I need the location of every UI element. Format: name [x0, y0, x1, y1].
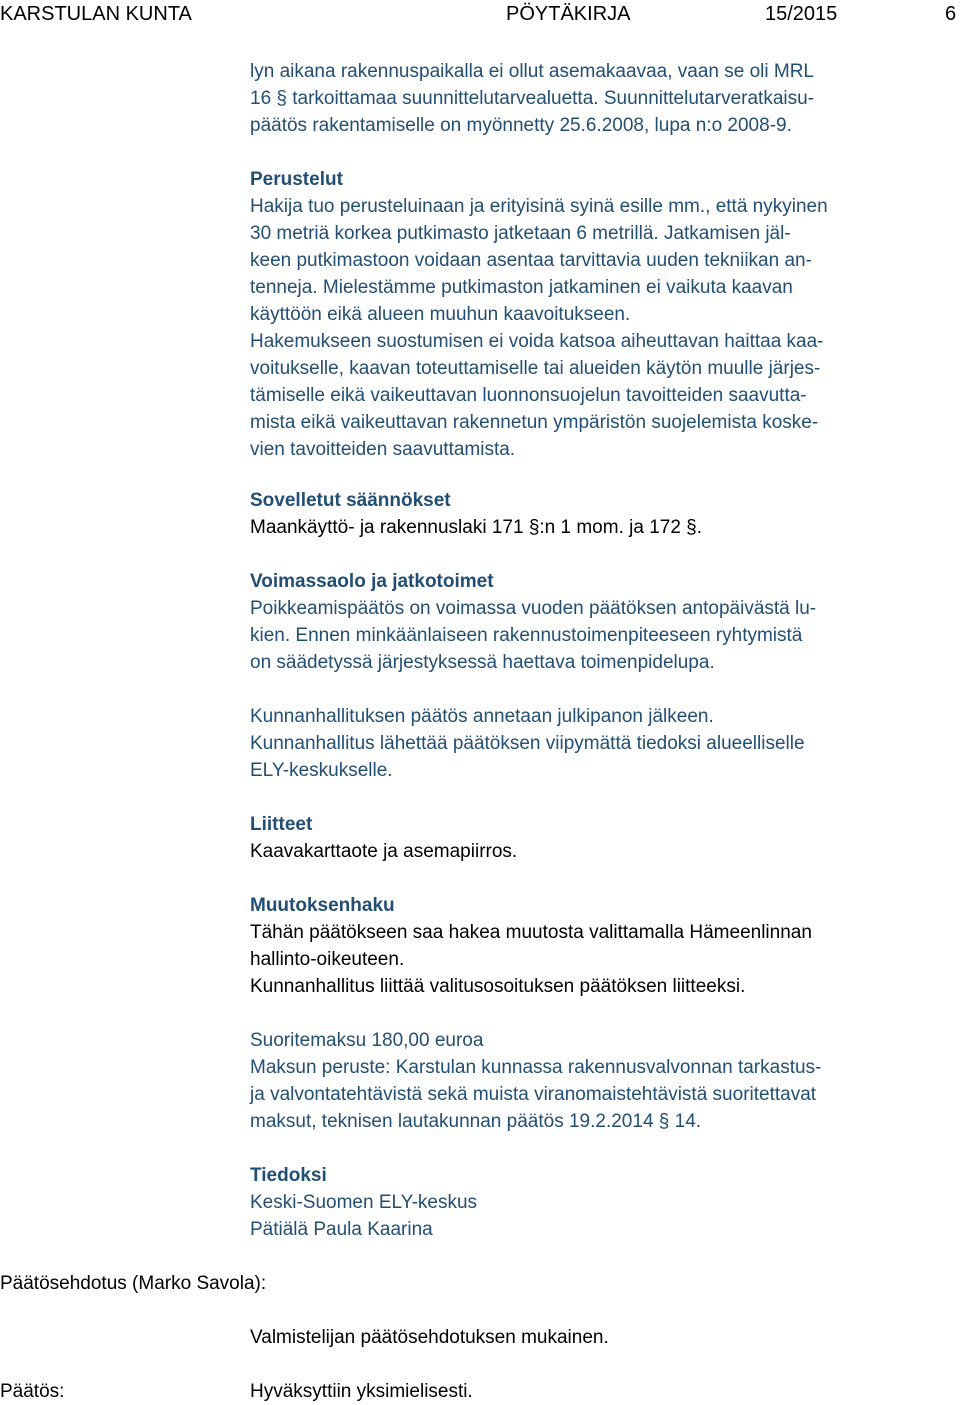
section-heading: Voimassaolo ja jatkotoimet — [250, 571, 494, 592]
text-line: Maksun peruste: Karstulan kunnassa rakennusvalvonnan tarkastus- — [250, 1057, 822, 1078]
header-page-number: 6 — [945, 3, 957, 25]
paatos-text: Hyväksyttiin yksimielisesti. — [250, 1381, 473, 1402]
sovelletut-section — [250, 487, 960, 541]
maksu-paragraph — [250, 1027, 960, 1135]
text-line: tämiselle eikä vaikeuttavan luonnonsuojelun tavoitteiden saavutta- — [250, 385, 807, 406]
text-line: mista eikä vaikeuttavan rakennetun ympäristön suojelemista koske- — [250, 412, 819, 433]
section-heading: Muutoksenhaku — [250, 895, 395, 916]
text-line: Hakemukseen suostumisen ei voida katsoa aiheuttavan haittaa kaa- — [250, 331, 824, 352]
text-line: Kunnanhallituksen päätös annetaan julkipanon jälkeen. — [250, 706, 714, 727]
text-line: päätös rakentamiselle on myönnetty 25.6.2008, lupa n:o 2008-9. — [250, 115, 792, 136]
text-line: 30 metriä korkea putkimasto jatketaan 6 metrillä. Jatkamisen jäl- — [250, 223, 791, 244]
muutoksenhaku-section — [250, 892, 960, 1000]
section-heading: Perustelut — [250, 169, 343, 190]
voimassaolo-section — [250, 568, 960, 676]
text-line: Kunnanhallitus lähettää päätöksen viipymättä tiedoksi alueelliselle — [250, 733, 805, 754]
text-line: Kaavakarttaote ja asemapiirros. — [250, 841, 518, 862]
header-doc-type: PÖYTÄKIRJA — [506, 3, 631, 25]
text-line: Maankäyttö- ja rakennuslaki 171 §:n 1 mom. ja 172 §. — [250, 517, 703, 538]
text-line: Suoritemaksu 180,00 euroa — [250, 1030, 484, 1051]
text-line: Tähän päätökseen saa hakea muutosta valittamalla Hämeenlinnan — [250, 922, 812, 943]
perustelut-section — [250, 166, 960, 463]
text-line: voitukselle, kaavan toteuttamiselle tai alueiden käytön muulle järjes- — [250, 358, 821, 379]
text-line: ja valvontatehtävistä sekä muista viranomaistehtävistä suoritettavat — [250, 1084, 817, 1105]
paatosehdotus-text: Valmistelijan päätösehdotuksen mukainen. — [250, 1327, 609, 1348]
text-line: on säädetyssä järjestyksessä haettava toimenpidelupa. — [250, 652, 715, 673]
text-line: Kunnanhallitus liittää valitusosoituksen päätöksen liitteeksi. — [250, 976, 746, 997]
text-line: Poikkeamispäätös on voimassa vuoden päätöksen antopäivästä lu- — [250, 598, 817, 619]
text-line: hallinto-oikeuteen. — [250, 949, 405, 970]
text-line: käyttöön eikä alueen muuhun kaavoitukseen. — [250, 304, 631, 325]
tiedoksi-section — [250, 1162, 960, 1243]
kunnanhallitus-paragraph — [250, 703, 960, 784]
section-heading: Sovelletut säännökset — [250, 490, 451, 511]
text-line: kien. Ennen minkäänlaiseen rakennustoimenpiteeseen ryhtymistä — [250, 625, 803, 646]
section-heading: Tiedoksi — [250, 1165, 327, 1186]
section-heading: Liitteet — [250, 814, 313, 835]
text-line: ELY-keskukselle. — [250, 760, 393, 781]
text-line: Keski-Suomen ELY-keskus — [250, 1192, 478, 1213]
text-line: lyn aikana rakennuspaikalla ei ollut asemakaavaa, vaan se oli MRL — [250, 61, 814, 82]
header-org: KARSTULAN KUNTA — [0, 3, 192, 25]
text-line: keen putkimastoon voidaan asentaa tarvittavia uuden tekniikan an- — [250, 250, 812, 271]
paatosehdotus-label: Päätösehdotus (Marko Savola): — [0, 1273, 267, 1294]
paatos-label: Päätös: — [0, 1381, 65, 1402]
text-line: Pätiälä Paula Kaarina — [250, 1219, 433, 1240]
header-doc-number: 15/2015 — [765, 3, 838, 25]
liitteet-section — [250, 811, 960, 865]
text-line: vien tavoitteiden saavuttamista. — [250, 439, 516, 460]
text-line: tenneja. Mielestämme putkimaston jatkaminen ei vaikuta kaavan — [250, 277, 793, 298]
text-line: Hakija tuo perusteluinaan ja erityisinä syinä esille mm., että nykyinen — [250, 196, 828, 217]
text-line: maksut, teknisen lautakunnan päätös 19.2.2014 § 14. — [250, 1111, 702, 1132]
intro-paragraph — [250, 58, 960, 139]
text-line: 16 § tarkoittamaa suunnittelutarvealuetta. Suunnittelutarveratkaisu- — [250, 88, 814, 109]
